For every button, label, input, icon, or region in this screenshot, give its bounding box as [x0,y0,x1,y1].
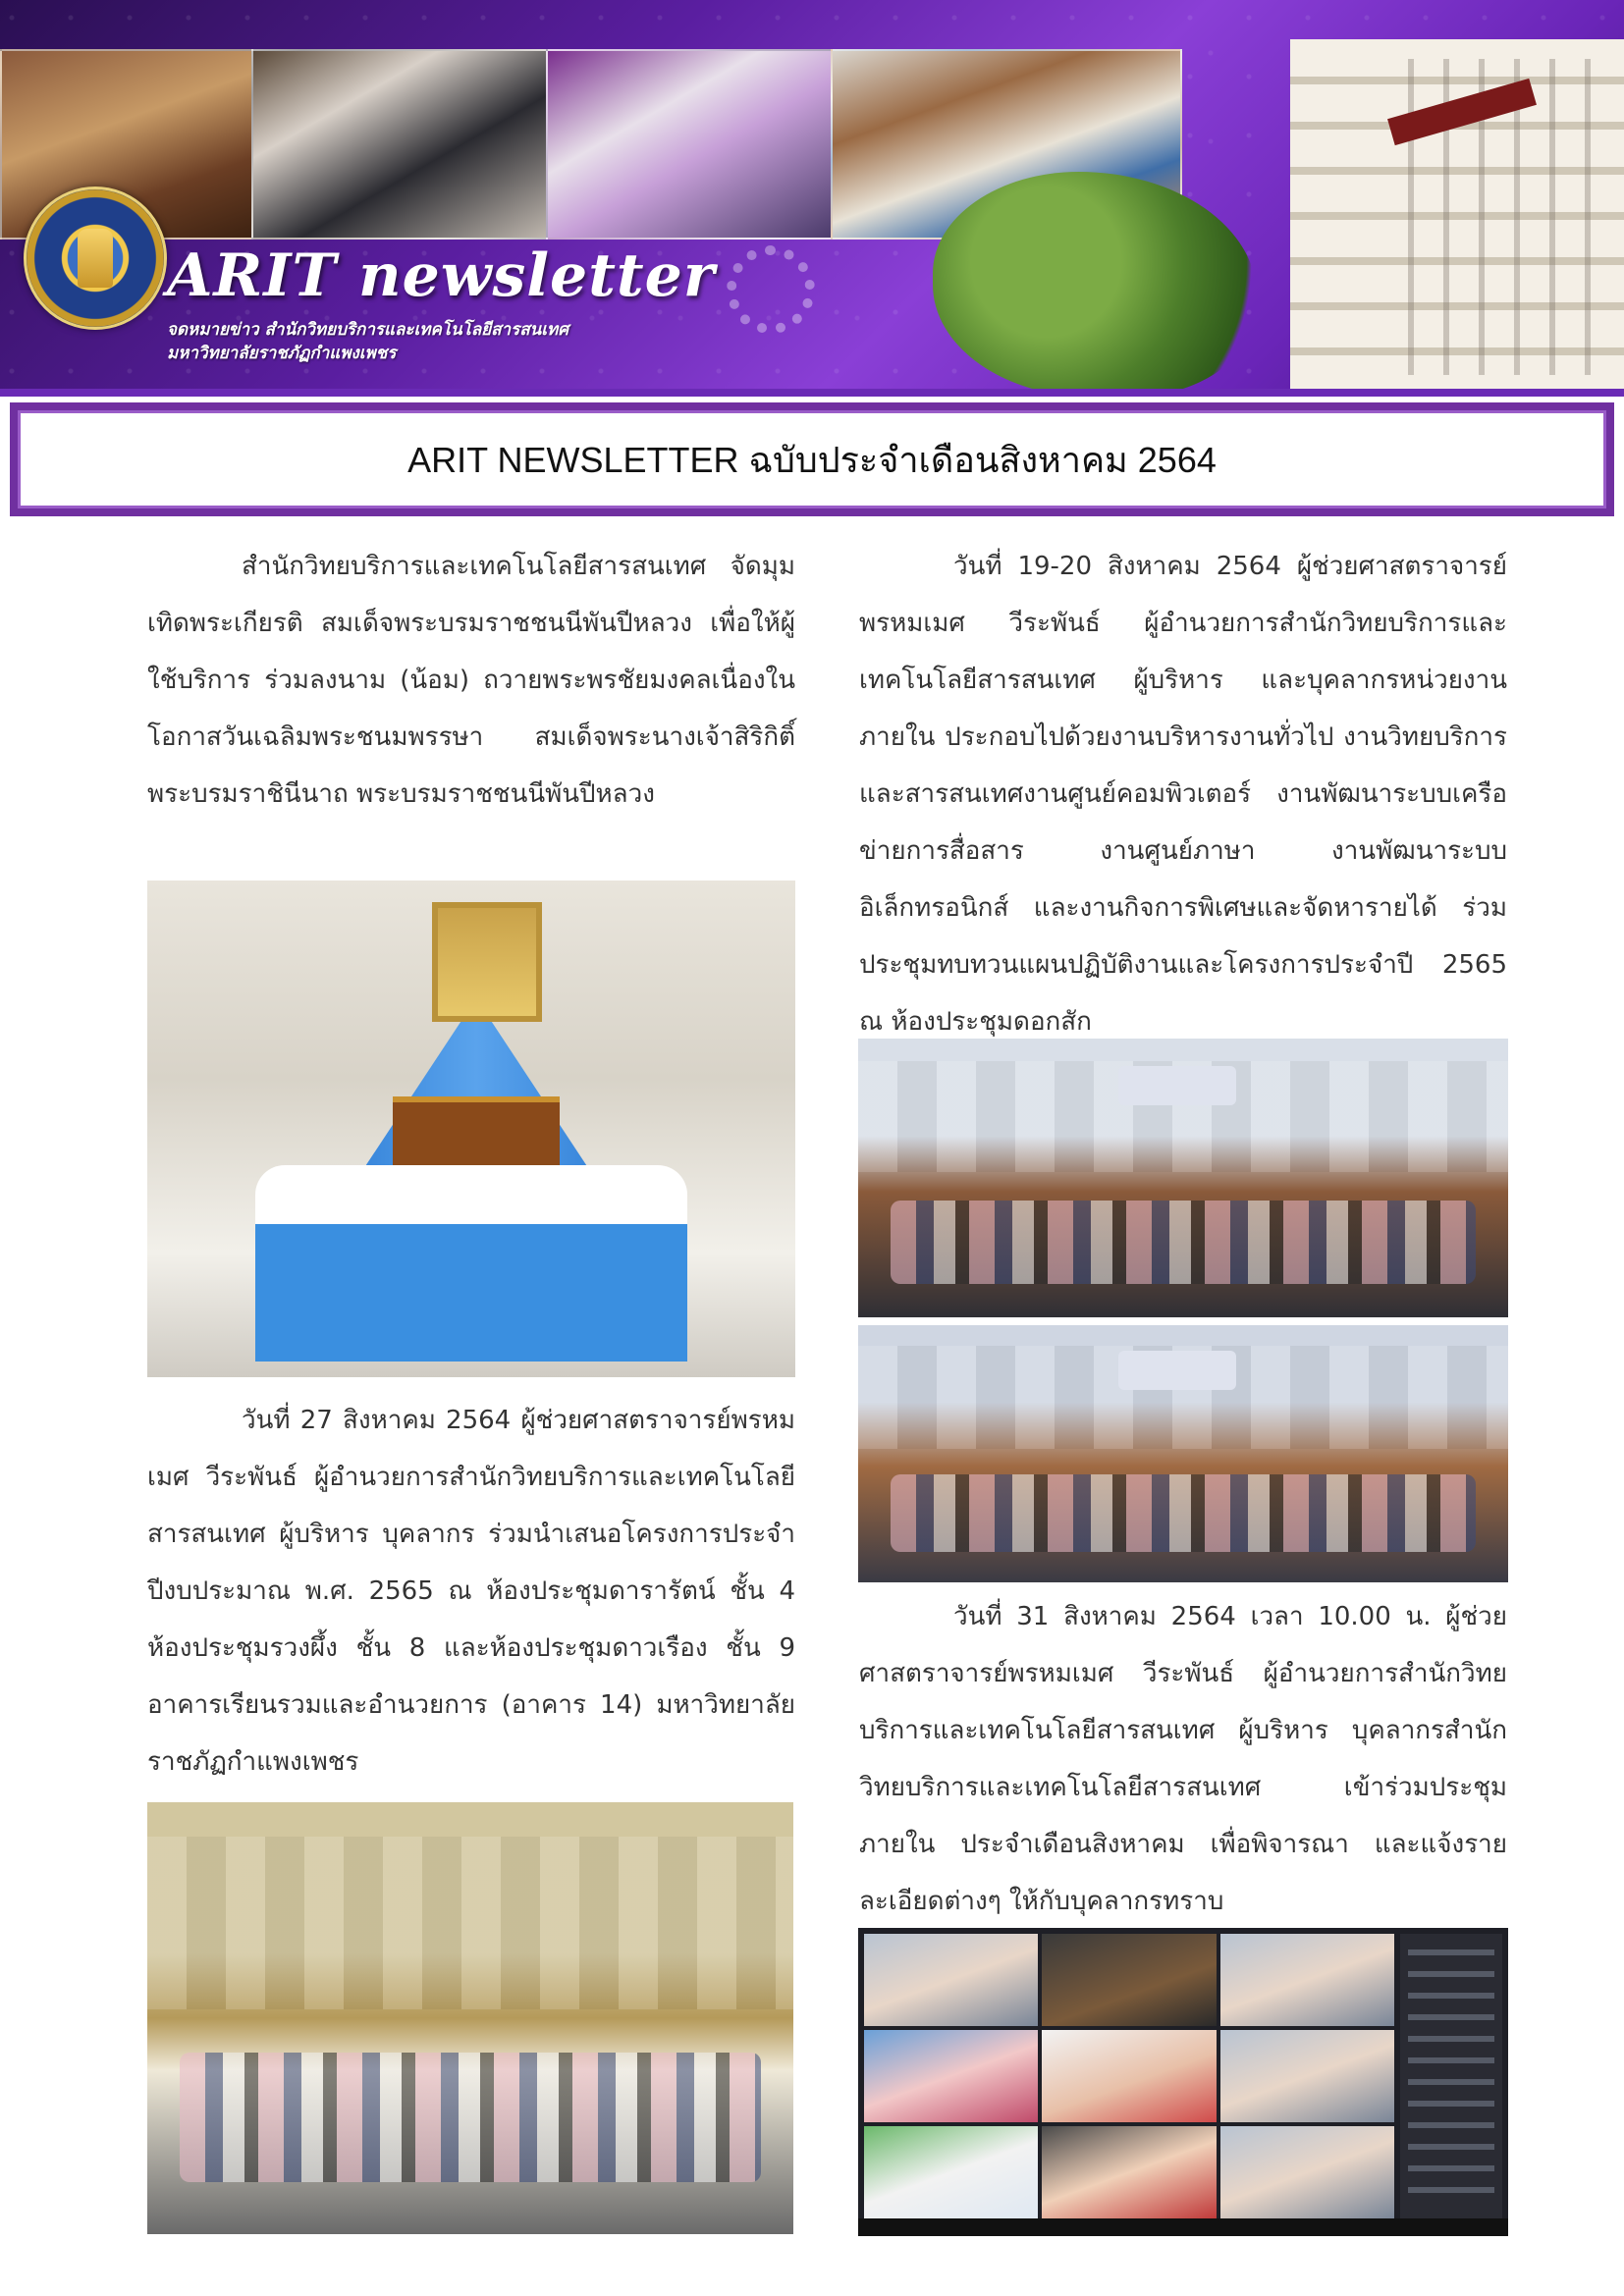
video-tile [1042,2126,1216,2218]
photo-royal-tribute-shrine [147,881,795,1377]
video-tile [1220,2030,1394,2122]
banner-photo-students-computers [546,49,835,240]
newsletter-brand-title: ARIT newsletter [167,241,716,310]
video-tile [864,1934,1038,2026]
meeting-curtains [147,1837,793,2009]
banner-photo-students-reading [251,49,550,240]
newsletter-brand-subtitle-2: มหาวิทยาลัยราชภัฏกำแพงเพชร [167,344,397,363]
issue-title: ARIT NEWSLETTER ฉบับประจำเดือนสิงหาคม 2564 [407,439,1217,480]
seal-emblem [78,229,113,288]
video-tile [1220,1934,1394,2026]
video-tile [864,2030,1038,2122]
photo-plan-review-meeting-1 [858,1039,1508,1317]
shrine-table [255,1165,687,1362]
video-tile [1220,2126,1394,2218]
arit-board-sign [1118,1351,1236,1390]
photo-project-presentation-meeting [147,1802,793,2234]
meeting-chat-panel [1400,1934,1502,2218]
issue-title-box [18,410,1606,508]
photo-online-meeting-screenshot [858,1928,1508,2236]
video-tile [864,2126,1038,2218]
article-tribute-corner: สำนักวิทยบริการและเทคโนโลยีสารสนเทศ จัดมุมเทิดพระเกียรติ สมเด็จพระบรมราชชนนีพันปีหลวง เพื่อให้ผู้ใช้บริการ ร่วมลงนาม (น้อม) ถวายพระพรชัยมงคลเนื่องในโอกาสวันเฉลิมพระชนมพรรษา สมเด็จพระนางเจ้าสิริกิติ์ พระบรมราชินีนาถ พระบรมราชชนนีพันปีหลวง [147,552,795,809]
newsletter-brand-subtitle-1: จดหมายข่าว สำนักวิทยบริการและเทคโนโลยีสารสนเทศ [167,320,569,340]
gear-icon [727,245,815,334]
arit-board-sign [1118,1066,1236,1105]
meeting-attendees [891,1474,1476,1552]
video-call-grid [864,1934,1394,2218]
video-tile [1042,1934,1216,2026]
shrine-portrait [432,902,542,1022]
meeting-attendees [180,2053,761,2182]
issue-title-frame [10,402,1614,516]
video-tile [1042,2030,1216,2122]
newsletter-banner [0,0,1624,395]
article-plan-review: วันที่ 19-20 สิงหาคม 2564 ผู้ช่วยศาสตราจารย์พรหมเมศ วีระพันธ์ ผู้อำนวยการสำนักวิทยบริการและเทคโนโลยีสารสนเทศ ผู้บริหาร และบุคลากรหน่วยงานภายใน ประกอบไปด้วยงานบริหารงานทั่วไป งานวิทยบริการและสารสนเทศงานศูนย์คอมพิวเตอร์ งานพัฒนาระบบเครือข่ายการสื่อสาร งานศูนย์ภาษา งานพัฒนาระบบอิเล็กทรอนิกส์ และงานกิจการพิเศษและจัดหารายได้ ร่วมประชุมทบทวนแผนปฏิบัติงานและโครงการประจำปี 2565 ณ ห้องประชุมดอกสัก [859,552,1507,1037]
meeting-attendees [891,1201,1476,1284]
article-monthly-meeting: วันที่ 31 สิงหาคม 2564 เวลา 10.00 น. ผู้ช่วยศาสตราจารย์พรหมเมศ วีระพันธ์ ผู้อำนวยการสำนักวิทยบริการและเทคโนโลยีสารสนเทศ ผู้บริหาร บุคลากรสำนักวิทยบริการและเทคโนโลยีสารสนเทศ เข้าร่วมประชุมภายใน ประจำเดือนสิงหาคม เพื่อพิจารณา และแจ้งรายละเอียดต่างๆ ให้กับบุคลากรทราบ [859,1602,1507,1916]
meeting-taskbar [858,2218,1508,2236]
article-project-presentation: วันที่ 27 สิงหาคม 2564 ผู้ช่วยศาสตราจารย์พรหมเมศ วีระพันธ์ ผู้อำนวยการสำนักวิทยบริการและเทคโนโลยีสารสนเทศ ผู้บริหาร บุคลากร ร่วมนำเสนอโครงการประจำปีงบประมาณ พ.ศ. 2565 ณ ห้องประชุมดารารัตน์ ชั้น 4 ห้องประชุมรวงผึ้ง ชั้น 8 และห้องประชุมดาวเรือง ชั้น 9 อาคารเรียนรวมและอำนวยการ (อาคาร 14) มหาวิทยาลัยราชภัฏกำแพงเพชร [147,1406,795,1777]
banner-photo-building [1290,39,1624,395]
banner-divider [0,389,1624,397]
university-seal-icon [24,187,167,330]
photo-plan-review-meeting-2 [858,1325,1508,1582]
